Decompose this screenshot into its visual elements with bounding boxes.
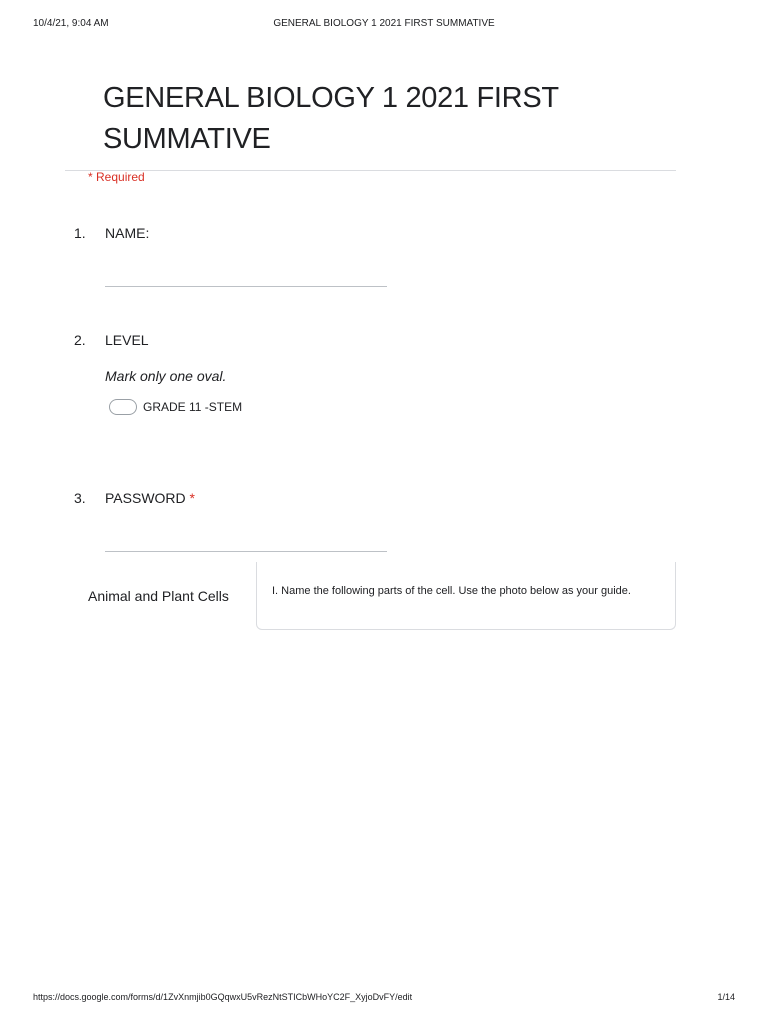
question-label <box>105 490 195 506</box>
section-description: I. Name the following parts of the cell. Use the photo below as your guide. <box>272 585 631 597</box>
question-number: 3. <box>74 490 86 506</box>
required-note: * Required <box>88 170 145 184</box>
question-instruction: Mark only one oval. <box>105 368 227 384</box>
question-label: LEVEL <box>105 332 149 348</box>
title-divider <box>65 170 676 171</box>
print-datetime: 10/4/21, 9:04 AM <box>33 18 109 29</box>
section-title: Animal and Plant Cells <box>88 588 229 604</box>
option-label: GRADE 11 -STEM <box>143 400 243 414</box>
page-number: 1/14 <box>717 992 735 1002</box>
password-answer-field[interactable] <box>105 551 387 552</box>
print-document-title: GENERAL BIOLOGY 1 2021 FIRST SUMMATIVE <box>273 18 495 29</box>
form-title: GENERAL BIOLOGY 1 2021 FIRST SUMMATIVE <box>103 82 559 155</box>
name-answer-field[interactable] <box>105 286 387 287</box>
required-asterisk: * <box>189 490 195 506</box>
question-label-text: PASSWORD <box>105 490 186 506</box>
question-number: 1. <box>74 225 86 241</box>
question-label: NAME: <box>105 225 150 241</box>
radio-oval[interactable] <box>109 399 137 415</box>
print-footer <box>33 992 735 1006</box>
print-header <box>33 18 735 32</box>
print-url: https://docs.google.com/forms/d/1ZvXnmjib0GQqwxU5vRezNtSTICbWHoYC2F_XyjoDvFY/edit <box>33 992 413 1002</box>
question-number: 2. <box>74 332 86 348</box>
section-card <box>256 562 676 630</box>
